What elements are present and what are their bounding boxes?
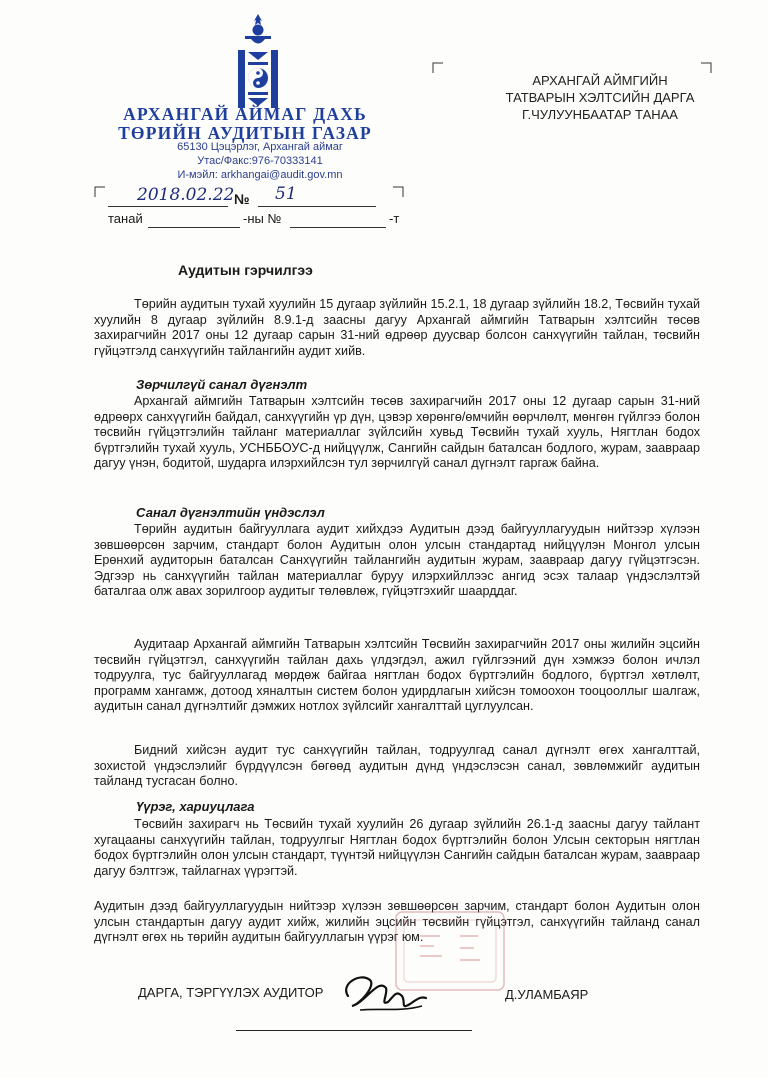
- bracket-ref-right-icon: [392, 186, 404, 198]
- recipient-line1: АРХАНГАЙ АЙМГИЙН: [532, 73, 668, 88]
- section-heading-opinion: Зөрчилгүй санал дүгнэлт: [136, 377, 308, 392]
- bracket-top-left-icon: [432, 62, 444, 74]
- basis-text-2: Аудитаар Архангай аймгийн Татварын хэлтсийн Төсвийн захирагчийн 2017 оны жилийн эцсийн төсвийн гүйцэтгэл, санхүүгийн тайлан дахь үлдэгдэл, ажил гүйлгээний дүн хэмжээ болон ичлэл тодруулга, тус байгууллагад мөрдөж байгаа нягтлан бодох бүртгэлийн бодлого, бүртгэл хөтлөлт, программ хангамж, дотоод хяналтын систем болон удирдлагын хийсэн томоохон тооцооллыг шалгаж, аудитын санал дүгнэлтийг дэмжих нотлох зүйлсийг хангалттай цуглуулсан.: [94, 637, 700, 713]
- letter-date: 2018.02.22: [137, 185, 235, 205]
- signatory-name: Д.УЛАМБАЯР: [505, 987, 589, 1002]
- document-title: Аудитын гэрчилгээ: [178, 262, 313, 278]
- organization-phone: Утас/Факс:976-70333141: [197, 155, 323, 167]
- section-heading-basis: Санал дүгнэлтийн үндэслэл: [136, 505, 325, 520]
- number-underline: [258, 206, 376, 207]
- bracket-ref-left-icon: [94, 186, 106, 198]
- basis-text-1: Төрийн аудитын байгууллага аудит хийхдээ Аудитын дээд байгууллагуудын нийтээр хүлээн зөвшөөрсөн зарчим, стандарт болон Аудитын олон улсын стандартад нийцүүлэн Монгол улсын Ерөнхий аудиторын баталсан Санхүүгийн тайлангийн аудитын журам, заавраар дагуу гүйцэтгэсэн. Эдгээр нь санхүүгийн тайлан материаллаг буруу илэрхийллээс ангид эсэх талаар үндэслэлтэй баталгаа олж авах зорилгоор аудитыг төлөвлөж, гүйцэтгэхийг шаарддаг.: [94, 522, 700, 598]
- reply-prefix: танай: [108, 211, 143, 226]
- basis-paragraph-1: [94, 522, 700, 600]
- opinion-text: Архангай аймгийн Татварын хэлтсийн төсөв захирагчийн 2017 оны 12 дугаар сарын 31-ний өдрөөрх санхүүгийн байдал, санхүүгийн үр дүн, цэвэр хөрөнгө/өмчийн өөрчлөлт, мөнгөн гүйлгээ болон төсвийн гүйцэтгэлийн тайланг материаллаг зүйлсийн хувьд Төсвийн тухай хууль, Нягтлан бодох бүртгэлийн тухай хууль, УСНББОУС-д нийцүүлж, Сангийн сайдын баталсан бодлого, журам, заавраар дагуу үнэн, бодитой, шударга илэрхийлсэн тул зөрчилгүй санал дүгнэлт гаргаж байна.: [94, 394, 700, 470]
- recipient-line2: ТАТВАРЫН ХЭЛТСИЙН ДАРГА: [505, 90, 695, 105]
- reply-date-underline: [148, 227, 240, 228]
- responsibility-text-1: Төсвийн захирагч нь Төсвийн тухай хуулийн 26 дугаар зүйлийн 26.1-д заасны дагуу тайлант хугацааны санхүүгийн тайлан, тодруулгыг Нягтлан бодох бүртгэлийн болон Улсын секторын нягтлан бодох бүртгэлийн олон улсын стандарт, түүнтэй нийцүүлэн Сангийн сайдын баталсан журам, заавраар дагуу бэлтгэж, тайлагнах үүрэгтэй.: [94, 817, 700, 878]
- organization-name-line1: АРХАНГАЙ АЙМАГ ДАХЬ: [123, 104, 367, 124]
- intro-text: Төрийн аудитын тухай хуулийн 15 дугаар зүйлийн 15.2.1, 18 дугаар зүйлийн 18.2, Төсвийн тухай хуулийн 8 дугаар зүйлийн 8.9.1-д заасны дагуу Архангай аймгийн Татварын хэлтсийн төсөв захирагчийн 2017 оны 12 дугаар сарын 31-ний өдрөөр дуусвар болсон санхүүгийн тайлан, төсвийн гүйцэтгэлд санхүүгийн тайлангийн аудит хийв.: [94, 297, 700, 358]
- date-underline: [108, 206, 228, 207]
- intro-paragraph: [94, 297, 700, 359]
- basis-paragraph-2: [94, 637, 700, 715]
- organization-address: 65130 Цэцэрлэг, Архангай аймаг: [177, 141, 343, 153]
- organization-name-line2: ТӨРИЙН АУДИТЫН ГАЗАР: [118, 123, 372, 143]
- responsibility-paragraph-1: [94, 817, 700, 879]
- organization-email: И-мэйл: arkhangai@audit.gov.mn: [177, 169, 343, 181]
- recipient-line3: Г.ЧУЛУУНБААТАР ТАНАА: [522, 107, 678, 122]
- signatory-title: ДАРГА, ТЭРГҮҮЛЭХ АУДИТОР: [138, 985, 324, 1000]
- reply-mid: -ны №: [243, 211, 282, 226]
- soyombo-emblem-icon: [234, 14, 282, 118]
- handwritten-signature-icon: [330, 966, 430, 1024]
- basis-text-3: Бидний хийсэн аудит тус санхүүгийн тайлан, тодруулгад санал дүгнэлт өгөх хангалттай, зохистой үндэслэлийг бүрдүүлсэн бөгөөд аудитын дүнд үндэслэсэн санал, зөвлөмжийг аудитын тайланд тусгасан болно.: [94, 743, 700, 788]
- responsibility-text-2: Аудитын дээд байгууллагуудын нийтээр хүлээн зөвшөөрсөн зарчим, стандарт болон Аудитын олон улсын стандартын дагуу аудит хийж, жилийн эцсийн төсвийн гүйцэтгэл, санхүүгийн тайланд санал дүгнэлт өгөх нь төрийн аудитын байгууллагын үүрэг юм.: [94, 899, 700, 944]
- letter-number: 51: [275, 184, 297, 204]
- section-heading-responsibility: Үүрэг, хариуцлага: [136, 799, 255, 814]
- signature-underline: [236, 1030, 472, 1031]
- number-label: №: [234, 191, 250, 207]
- reply-number-underline: [290, 227, 386, 228]
- basis-paragraph-3: [94, 743, 700, 790]
- opinion-paragraph: [94, 394, 700, 472]
- reply-suffix: -т: [389, 211, 400, 226]
